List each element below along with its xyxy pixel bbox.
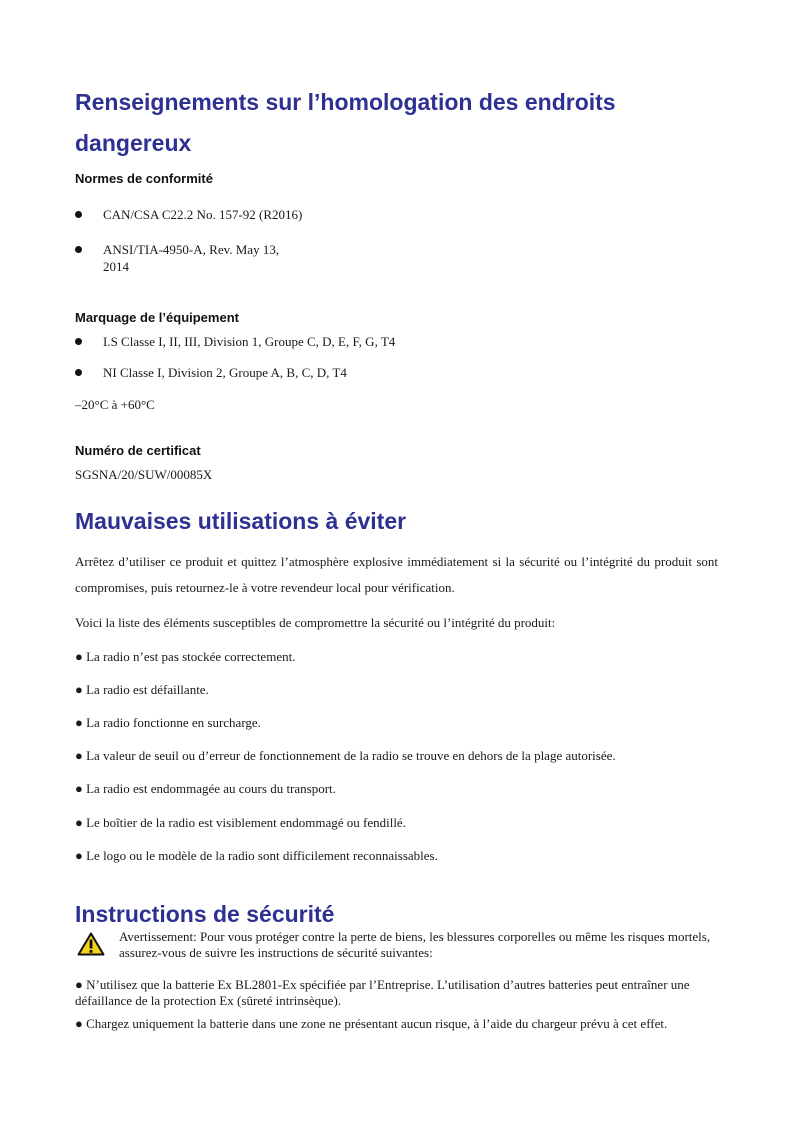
- list-intro: Voici la liste des éléments susceptibles de compromettre la sécurité ou l’intégrité du produit:: [75, 615, 556, 630]
- certificate-number: SGSNA/20/SUW/00085X: [75, 467, 213, 482]
- list-item: ● La valeur de seuil ou d’erreur de fonctionnement de la radio se trouve en dehors de la plage autorisée.: [75, 748, 616, 763]
- list-item: ● La radio fonctionne en surcharge.: [75, 715, 261, 730]
- list-item: ● La radio est endommagée au cours du transport.: [75, 781, 336, 796]
- bullet-icon: [75, 211, 82, 218]
- list-item: ● Le boîtier de la radio est visiblement endommagé ou fendillé.: [75, 815, 406, 830]
- heading-normes: Normes de conformité: [75, 171, 213, 186]
- list-item: ● N’utilisez que la batterie Ex BL2801-Ex spécifiée par l’Entreprise. L’utilisation d’autres batteries peut entraîner une défaillance de la protection Ex (sûreté intrinsèque).: [75, 977, 690, 1008]
- warning-triangle-icon: [77, 932, 105, 956]
- section-title-mauvaises-utilisations: Mauvaises utilisations à éviter: [75, 508, 407, 534]
- intro-paragraph: Arrêtez d’utiliser ce produit et quittez l’atmosphère explosive immédiatement si la sécurité ou l’intégrité du produit sont compromises, puis retournez-le à votre revendeur local pour vérification.: [75, 554, 718, 595]
- list-item: ● La radio n’est pas stockée correctement.: [75, 649, 296, 664]
- bullet-icon: [75, 369, 82, 376]
- document-page: Renseignements sur l’homologation des endroits dangereux Normes de conformité CAN/CSA C22.2 No. 157-92 (R2016) ANSI/TIA-4950-A, Rev. May 13, 2014 Marquage de l’équipement I.S Classe I, II, III, Division 1, Groupe C, D, E, F, G, T4 NI Classe I, Division 2, Groupe A, B, C, D, T4 –20°C à +60°C Numéro de certificat SGSNA/20/SUW/00085X Mauvaises utilisations à éviter Arrêtez d’utiliser ce produit et quittez l’atmosphère explosive immédiatement si la sécurité ou l’intégrité du produit sont compromises, puis retournez-le à votre revendeur local pour vérification. Voici la liste des éléments susceptibles de compromettre la sécurité ou l’intégrité du produit: ● La radio n’est pas stockée correctement. ● La radio est défaillante. ● La radio fonctionne en surcharge. ● La valeur de seuil ou d’erreur de fonctionnement de la radio se trouve en dehors de la plage autorisée. ● La radio est endommagée au cours du transport. ● Le boîtier de la radio est visiblement endommagé ou fendillé. ● Le logo ou le modèle de la radio sont difficilement reconnaissables. Instructions de sécurité Avertissement: Pour vous protéger contre la perte de biens, les blessures corporelles ou même les risques mortels, assurez-vous de suivre les instructions de sécurité suivantes: ● N’utilisez que la batterie Ex BL2801-Ex spécifiée par l’Entreprise. L’utilisation d’autres batteries peut entraîner une défaillance de la protection Ex (sûreté intrinsèque). ● Chargez uniquement la batterie dans une zone ne présentant aucun risque, à l’aide du chargeur prévu à cet effet.: [0, 0, 793, 1122]
- section-title-homologation: Renseignements sur l’homologation des endroits: [75, 89, 616, 115]
- list-item: ● Le logo ou le modèle de la radio sont difficilement reconnaissables.: [75, 848, 438, 863]
- bullet-icon: [75, 338, 82, 345]
- warning-text: Avertissement: Pour vous protéger contre la perte de biens, les blessures corporelles ou même les risques mortels, assurez-vous de suivre les instructions de sécurité suivantes:: [119, 929, 711, 960]
- heading-certificat: Numéro de certificat: [75, 443, 201, 458]
- bullet-icon: [75, 246, 82, 253]
- section-title-instructions: Instructions de sécurité: [75, 901, 335, 927]
- heading-marquage: Marquage de l’équipement: [75, 310, 239, 325]
- list-item: ● Chargez uniquement la batterie dans une zone ne présentant aucun risque, à l’aide du chargeur prévu à cet effet.: [75, 1016, 668, 1031]
- list-item: ● La radio est défaillante.: [75, 682, 209, 697]
- temperature-range: –20°C à +60°C: [75, 397, 155, 412]
- section-title-homologation-cont: dangereux: [75, 130, 192, 156]
